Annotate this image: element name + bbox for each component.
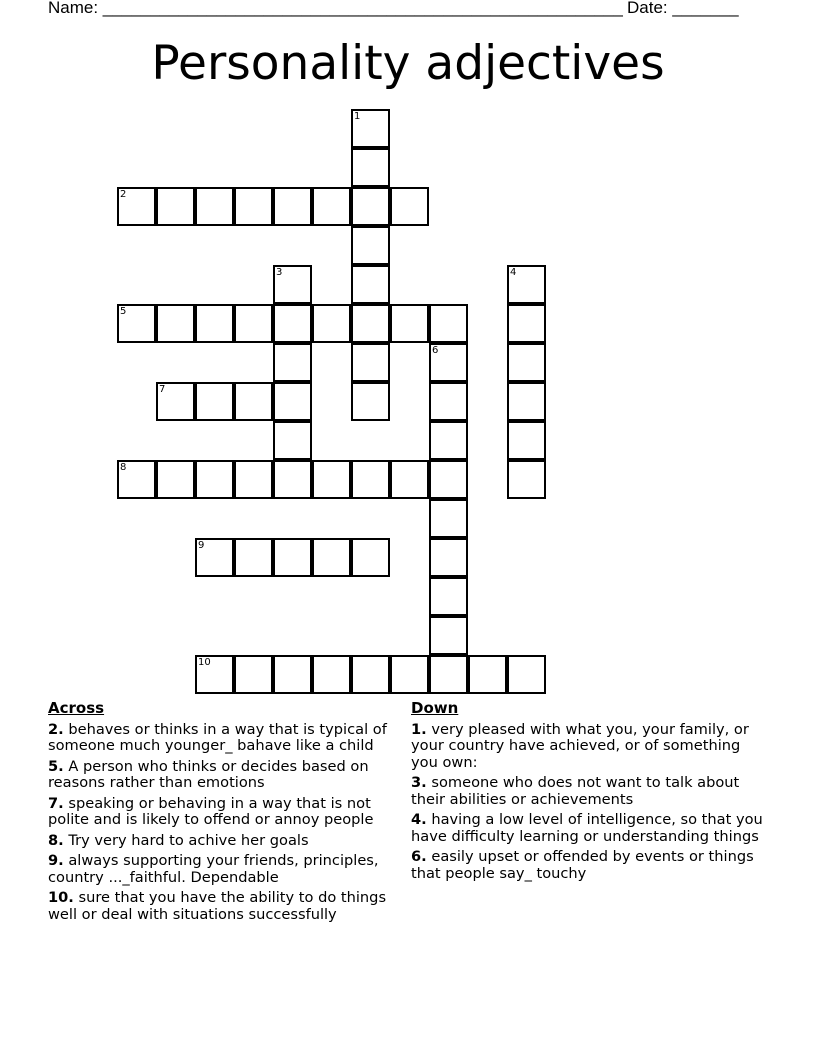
crossword-cell[interactable] — [351, 343, 390, 382]
cell-number: 8 — [120, 462, 127, 473]
date-field-label: Date: _______ — [627, 0, 739, 17]
clue-text: Try very hard to achive her goals — [68, 831, 309, 849]
clue-number: 8. — [48, 831, 64, 849]
crossword-cell[interactable] — [507, 655, 546, 694]
clue-number: 4. — [411, 811, 427, 828]
crossword-cell[interactable] — [351, 655, 390, 694]
clue-number: 6. — [411, 848, 427, 865]
crossword-cell[interactable] — [273, 538, 312, 577]
clue-number: 5. — [48, 757, 64, 775]
crossword-cell[interactable] — [273, 343, 312, 382]
clue-number: 3. — [411, 774, 427, 791]
crossword-cell[interactable] — [507, 343, 546, 382]
crossword-cell[interactable] — [507, 460, 546, 499]
clue-number: 10. — [48, 889, 74, 906]
down-heading: Down — [411, 699, 459, 717]
clue-text: someone who does not want to talk about their abilities or achievements — [411, 774, 740, 808]
crossword-cell[interactable] — [273, 382, 312, 421]
cell-number: 3 — [276, 267, 283, 278]
crossword-cell[interactable] — [390, 187, 429, 226]
crossword-cell[interactable] — [234, 460, 273, 499]
clue-text: very pleased with what you, your family, or your country have achieved, or of something you own: — [411, 720, 749, 771]
clue-across-2 — [48, 722, 410, 755]
clue-down-4 — [411, 812, 771, 845]
crossword-cell[interactable] — [429, 421, 468, 460]
crossword-cell[interactable] — [429, 304, 468, 343]
clue-number: 2. — [48, 720, 64, 738]
crossword-cell[interactable] — [195, 382, 234, 421]
crossword-cell[interactable] — [117, 304, 156, 343]
clue-across-10 — [48, 890, 410, 923]
clue-text: A person who thinks or decides based on reasons rather than emotions — [48, 757, 369, 791]
crossword-cell[interactable] — [195, 538, 234, 577]
crossword-cell[interactable] — [468, 655, 507, 694]
crossword-cell[interactable] — [273, 265, 312, 304]
crossword-cell[interactable] — [429, 577, 468, 616]
crossword-cell[interactable] — [234, 382, 273, 421]
clue-down-6 — [411, 849, 771, 882]
crossword-cell[interactable] — [234, 187, 273, 226]
clue-text: easily upset or offended by events or things that people say_ touchy — [411, 848, 754, 882]
crossword-cell[interactable] — [312, 187, 351, 226]
crossword-cell[interactable] — [156, 382, 195, 421]
clue-down-1 — [411, 722, 771, 772]
clue-across-5 — [48, 759, 410, 792]
cell-number: 1 — [354, 111, 361, 122]
crossword-cell[interactable] — [156, 304, 195, 343]
crossword-cell[interactable] — [507, 382, 546, 421]
crossword-cell[interactable] — [117, 187, 156, 226]
clue-number: 7. — [48, 794, 64, 812]
crossword-cell[interactable] — [273, 304, 312, 343]
crossword-cell[interactable] — [351, 187, 390, 226]
clue-text: having a low level of intelligence, so that you have difficulty learning or understanding things — [411, 811, 763, 845]
cell-number: 10 — [198, 657, 211, 668]
crossword-cell[interactable] — [117, 460, 156, 499]
crossword-cell[interactable] — [195, 460, 234, 499]
crossword-cell[interactable] — [312, 304, 351, 343]
crossword-cell[interactable] — [156, 187, 195, 226]
clue-text: always supporting your friends, principles, country ..._faithful. Dependable — [48, 852, 379, 886]
cell-number: 6 — [432, 345, 439, 356]
crossword-cell[interactable] — [273, 421, 312, 460]
crossword-cell[interactable] — [312, 460, 351, 499]
crossword-cell[interactable] — [351, 460, 390, 499]
crossword-cell[interactable] — [234, 304, 273, 343]
crossword-cell[interactable] — [429, 655, 468, 694]
crossword-cell[interactable] — [234, 538, 273, 577]
crossword-cell[interactable] — [351, 538, 390, 577]
across-clues — [48, 700, 410, 927]
clue-down-3 — [411, 775, 771, 808]
crossword-cell[interactable] — [429, 538, 468, 577]
cell-number: 9 — [198, 540, 205, 551]
crossword-cell[interactable] — [351, 265, 390, 304]
crossword-cell[interactable] — [429, 460, 468, 499]
page-title: Personality adjectives — [151, 36, 665, 91]
clue-across-7 — [48, 796, 410, 829]
crossword-cell[interactable] — [273, 187, 312, 226]
crossword-cell[interactable] — [312, 655, 351, 694]
clue-text: sure that you have the ability to do things well or deal with situations successfully — [48, 889, 387, 923]
crossword-cell[interactable] — [390, 460, 429, 499]
clue-across-9 — [48, 853, 410, 886]
crossword-cell[interactable] — [195, 655, 234, 694]
crossword-cell[interactable] — [351, 148, 390, 187]
crossword-cell[interactable] — [351, 304, 390, 343]
crossword-cell[interactable] — [390, 304, 429, 343]
crossword-cell[interactable] — [390, 655, 429, 694]
crossword-cell[interactable] — [507, 304, 546, 343]
clue-number: 1. — [411, 720, 427, 738]
crossword-cell[interactable] — [234, 655, 273, 694]
crossword-cell[interactable] — [507, 265, 546, 304]
name-field-label: Name: _______________________________________________________ — [48, 0, 623, 17]
clue-number: 9. — [48, 852, 64, 869]
crossword-cell[interactable] — [429, 499, 468, 538]
crossword-cell[interactable] — [156, 460, 195, 499]
crossword-cell[interactable] — [195, 304, 234, 343]
crossword-cell[interactable] — [351, 226, 390, 265]
crossword-cell[interactable] — [429, 343, 468, 382]
cell-number: 4 — [510, 267, 517, 278]
cell-number: 5 — [120, 306, 127, 317]
clue-text: speaking or behaving in a way that is not polite and is likely to offend or annoy people — [48, 794, 374, 828]
crossword-cell[interactable] — [195, 187, 234, 226]
down-clues — [411, 700, 771, 886]
crossword-cell[interactable] — [273, 655, 312, 694]
crossword-cell[interactable] — [351, 382, 390, 421]
across-heading: Across — [48, 699, 105, 717]
crossword-cell[interactable] — [507, 421, 546, 460]
cell-number: 2 — [120, 189, 127, 200]
crossword-cell[interactable] — [351, 109, 390, 148]
clue-text: behaves or thinks in a way that is typical of someone much younger_ bahave like a child — [48, 720, 387, 754]
crossword-cell[interactable] — [429, 382, 468, 421]
cell-number: 7 — [159, 384, 166, 395]
crossword-cell[interactable] — [429, 616, 468, 655]
clue-across-8 — [48, 833, 410, 850]
crossword-cell[interactable] — [312, 538, 351, 577]
crossword-cell[interactable] — [273, 460, 312, 499]
